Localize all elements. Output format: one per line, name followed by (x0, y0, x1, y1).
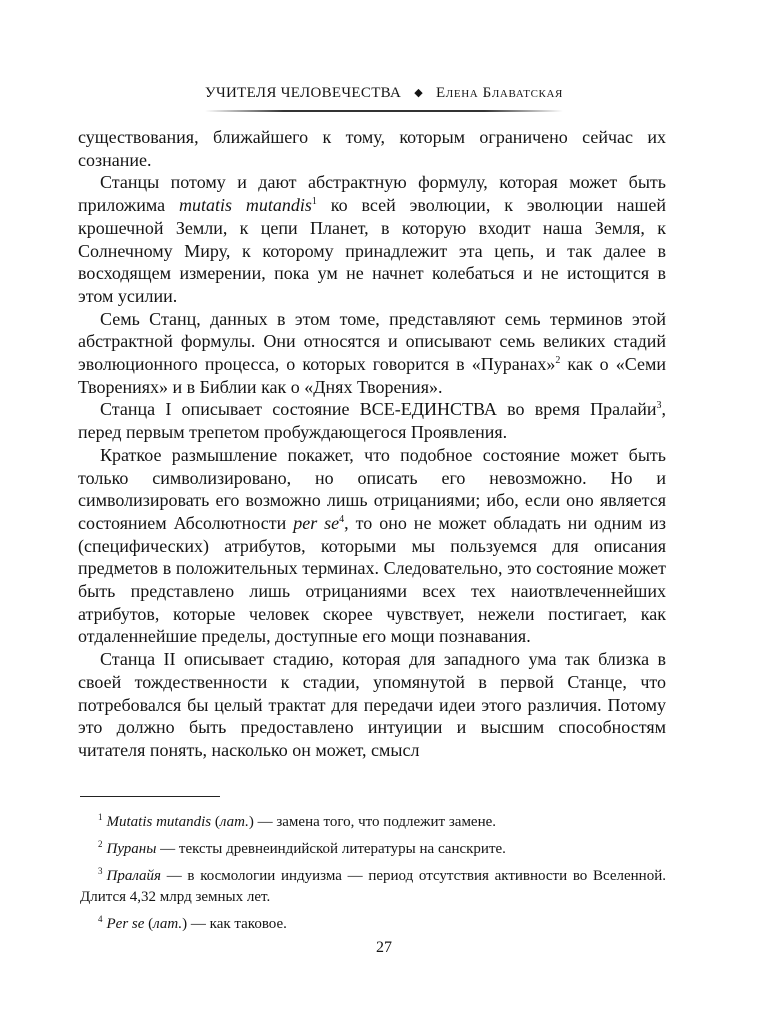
footnote-text: ) — замена того, что подлежит замене. (248, 814, 497, 830)
page-number: 27 (376, 939, 392, 956)
footnote-lang: лат. (153, 916, 183, 932)
footnote-term: Пураны (106, 841, 157, 857)
paragraph (78, 171, 666, 307)
text-segment: , то оно не может обладать ни одним из (специфических) атрибутов, которыми мы пользуемся для описания предметов в положительных терминах. Следовательно, это состояние может быть представлено лишь отрицаниями всех тех наиотвлеченнейших атрибутов, которые человек скорее чувствует, нежели постигает, как отдаленнейшие пределы, доступные его мощи познавания. (78, 512, 666, 647)
italic-term: per se (293, 512, 340, 533)
text-segment: как о «Семи Творениях» и в Библии как о «Днях Творения». (78, 354, 666, 397)
paragraph (78, 648, 666, 762)
footnote-ref: 4 (339, 513, 345, 525)
footnote-text: ) — как таковое. (182, 916, 287, 932)
footnote-text: — тексты древнеиндийской литературы на санскрите. (156, 841, 506, 857)
footnote-term: Пралайя (106, 868, 162, 884)
text-segment: Семь Станц, данных в этом томе, представляют семь терминов этой абстрактной формулы. Они относятся и описывают семь великих стадий эволюционного процесса, о которых говорится в «Пуранах» (78, 308, 666, 375)
diamond-separator-icon: ◆ (414, 87, 423, 99)
footnote-separator (80, 796, 220, 797)
footnote-term: Mutatis mutandis (106, 814, 212, 830)
text-segment: Станцы потому и дают абстрактную формулу, которая может быть приложима (78, 172, 666, 216)
footnote-ref: 1 (311, 196, 317, 208)
paragraph (78, 126, 666, 171)
text-segment: Краткое размышление покажет, что подобное состояние может быть только символизировано, но описать его невозможно. Но и символизировать его возможно лишь отрицаниями; ибо, если оно является состоянием Абсолютности (78, 444, 666, 533)
paragraph (78, 398, 666, 443)
footnote-text: ( (211, 814, 220, 830)
header-title: УЧИТЕЛЯ ЧЕЛОВЕЧЕСТВА (205, 85, 402, 101)
footnotes (80, 812, 666, 941)
footnote-number: 1 (98, 812, 103, 822)
footnote (80, 812, 666, 833)
footnote (80, 914, 666, 935)
footnote-ref: 2 (555, 355, 561, 367)
main-text (78, 126, 666, 762)
paragraph (78, 444, 666, 648)
footnote-number: 4 (98, 914, 103, 924)
footnote (80, 866, 666, 908)
footnote-number: 2 (98, 839, 103, 849)
text-segment: существования, ближайшего к тому, которым ограничено сейчас их сознание. (78, 127, 666, 170)
text-segment: Станца I описывает состояние ВСЕ-ЕДИНСТВА во время Пралайи (100, 399, 657, 420)
footnote-text: — в космологии индуизма — период отсутствия активности во Вселенной. Длится 4,32 млрд земных лет. (80, 868, 666, 905)
running-header (78, 84, 690, 103)
header-author: Елена Блаватская (436, 85, 563, 101)
footnote-lang: лат. (219, 814, 249, 830)
footnote-number: 3 (98, 866, 103, 876)
paragraph (78, 308, 666, 399)
footnote-term: Per se (106, 916, 145, 932)
text-segment: , перед первым трепетом пробуждающегося Проявления. (78, 399, 666, 443)
footnote-ref: 3 (656, 400, 662, 412)
footnote-text: ( (144, 916, 154, 932)
text-segment: Станца II описывает стадию, которая для западного ума так близка в своей тождественности к стадии, упомянутой в первой Станце, что потребовался бы целый трактат для передачи идеи этого различия. Потому это должно быть предоставлено интуиции и высшим способностям читателя понять, насколько он может, смысл (78, 649, 666, 760)
footnote (80, 839, 666, 860)
header-rule (205, 110, 563, 112)
text-segment: ко всей эволюции, к эволюции нашей крошечной Земли, к цепи Планет, в которую входит наша Земля, к Солнечному Миру, к которому принадлежит эта цепь, и так далее в восходящем измерении, пока ум не начнет колебаться и не истощится в этом усилии. (78, 195, 666, 306)
italic-term: mutatis mutandis (179, 195, 312, 216)
